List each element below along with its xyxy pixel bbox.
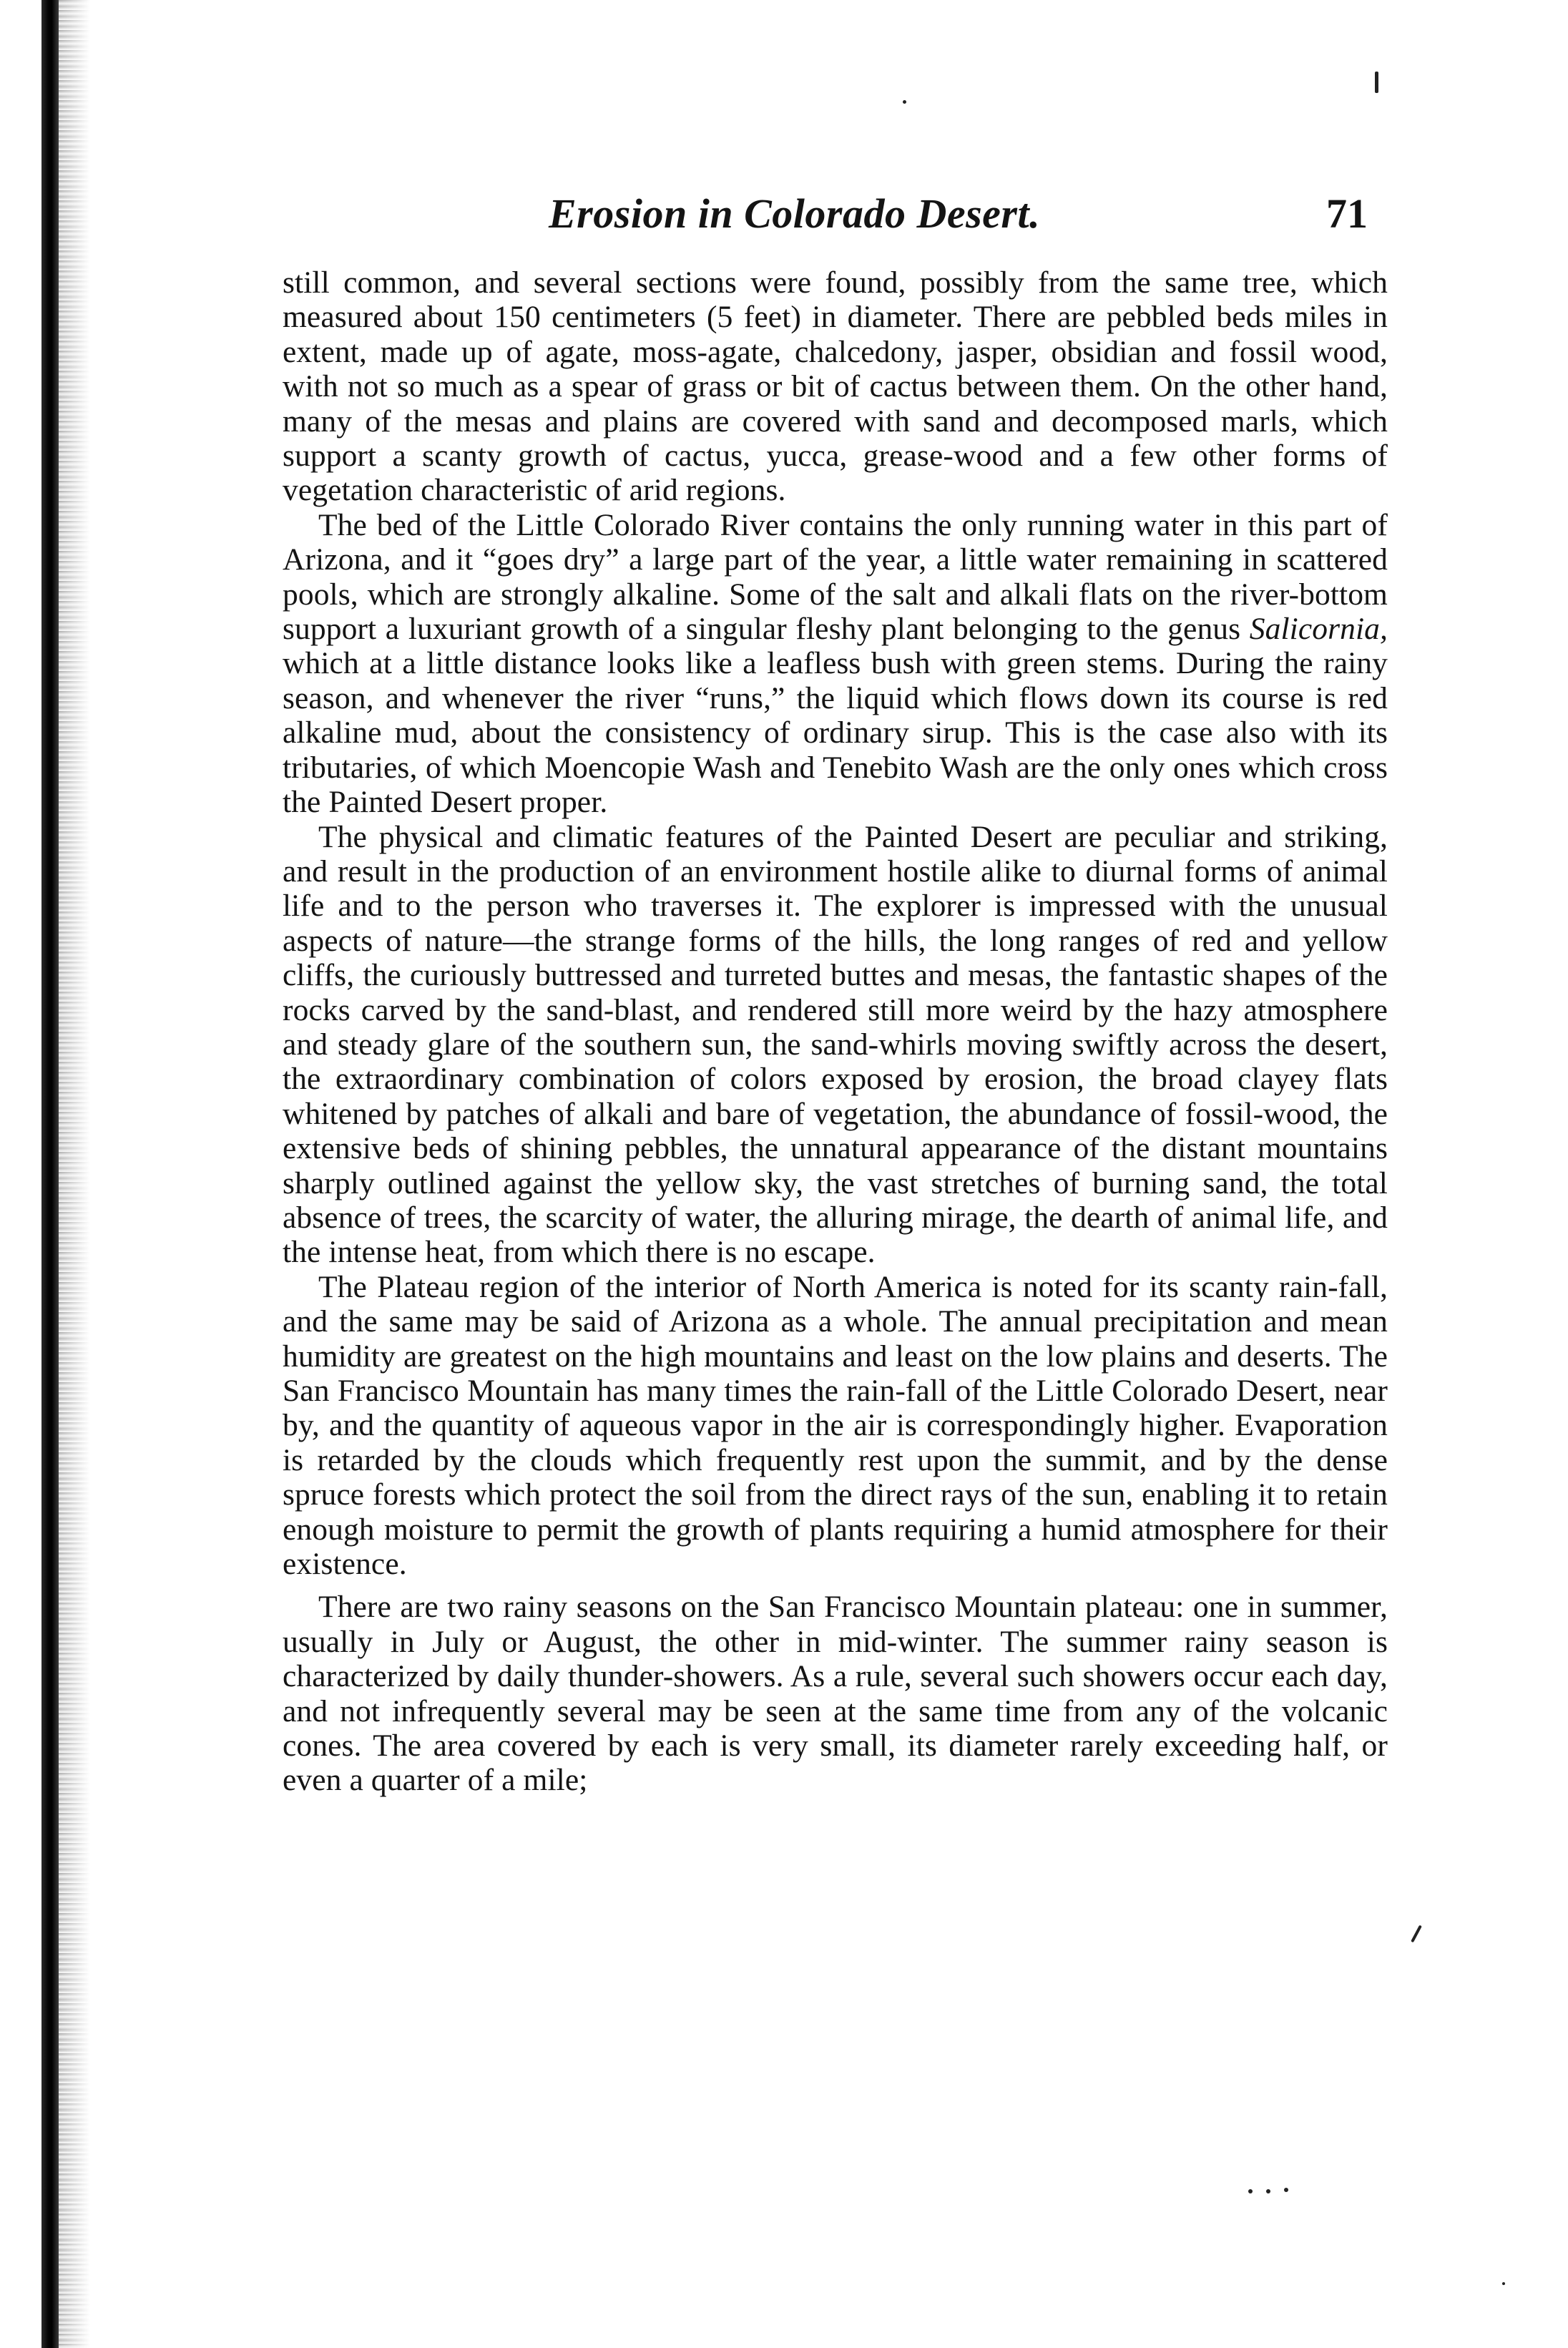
paragraph-4-text: The Plateau region of the interior of North America is noted for its scanty rain-fall, and the same may be said of Arizona as a whole. The annual precipitation and mean humidity are greatest on the high mountains and least on the low plains and deserts. The San Francisco Mountain has many times the rain-fall of the Little Colorado Desert, near by, and the quantity of aqueous vapor in the air is correspondingly higher. Evaporation is retarded by the clouds which frequently rest upon the summit, and by the dense spruce forests which protect the soil from the direct rays of the sun, enabling it to retain enough moisture to permit the growth of plants requiring a humid atmosphere for their existence. [283, 1269, 1388, 1582]
page-number: 71 [1326, 190, 1368, 237]
book-page [283, 190, 1388, 1798]
scan-speck [1502, 2282, 1505, 2285]
paragraph-5-text: There are two rainy seasons on the San Francisco Mountain plateau: one in summer, usually in July or August, the other in mid-winter. The summer rainy season is characterized by daily thunder-showers. As a rule, several such showers occur each day, and not infrequently several may be seen at the same time from any of the volcanic cones. The area covered by each is very small, its diameter rarely exceeding half, or even a quarter of a mile; [283, 1590, 1388, 1798]
paragraph-3-text: The physical and climatic features of the Painted Desert are peculiar and striking, and result in the production of an environment hostile alike to diurnal forms of animal life and to the person who traverses it. The explorer is impressed with the unusual aspects of nature—the strange forms of the hills, the long ranges of red and yellow cliffs, the curiously buttressed and turreted buttes and mesas, the fantastic shapes of the rocks carved by the sand-blast, and rendered still more weird by the hazy atmosphere and steady glare of the southern sun, the sand-whirls moving swiftly across the desert, the extraordinary combination of colors exposed by erosion, the broad clayey flats whitened by patches of alkali and bare of vegetation, the abundance of fossil-wood, the extensive beds of shining pebbles, the unnatural appearance of the distant mountains sharply outlined against the yellow sky, the vast stretches of burning sand, the total absence of trees, the scarcity of water, the alluring mirage, the dearth of animal life, and the intense heat, from which there is no escape. [283, 819, 1388, 1270]
scan-speck [1248, 2189, 1253, 2193]
scan-speck [903, 100, 906, 104]
scan-speck [1375, 72, 1378, 93]
paragraph-1 [283, 265, 1388, 508]
genus-name: Salicornia, [1249, 612, 1388, 647]
scan-speck [1266, 2189, 1270, 2193]
scan-speck [1284, 2188, 1288, 2192]
paragraph-2 [283, 508, 1388, 820]
paragraph-2-text: The bed of the Little Colorado River contains the only running water in this part of Arizona, and it “goes dry” a large part of the year, a little water remaining in scattered pools, which are strongly alkaline. Some of the salt and alkali flats on the river-bottom support a luxuriant growth of a singular fleshy plant belonging to the genus [283, 507, 1388, 647]
running-head [283, 190, 1388, 240]
body-text [283, 265, 1388, 1798]
scan-speck [1411, 1925, 1422, 1943]
binding-shadow [59, 0, 90, 2348]
paragraph-5 [283, 1590, 1388, 1797]
paragraph-3 [283, 820, 1388, 1270]
paragraph-4 [283, 1270, 1388, 1582]
binding-edge [41, 0, 59, 2348]
paragraph-1-text: still common, and several sections were found, possibly from the same tree, which measured about 150 centimeters (5 feet) in diameter. There are pebbled beds miles in extent, made up of agate, moss-agate, chalcedony, jasper, obsidian and fossil wood, with not so much as a spear of grass or bit of cactus between them. On the other hand, many of the mesas and plains are covered with sand and decomposed marls, which support a scanty growth of cactus, yucca, grease-wood and a few other forms of vegetation characteristic of arid regions. [283, 265, 1388, 508]
paragraph-2-text-continued: which at a little distance looks like a leafless bush with green stems. During the rainy season, and whenever the river “runs,” the liquid which flows down its course is red alkaline mud, about the consistency of ordinary sirup. This is the case also with its tributaries, of which Moencopie Wash and Tenebito Wash are the only ones which cross the Painted Desert proper. [283, 646, 1388, 820]
running-head-title: Erosion in Colorado Desert. [549, 190, 1041, 237]
binding-gutter [0, 0, 92, 2348]
